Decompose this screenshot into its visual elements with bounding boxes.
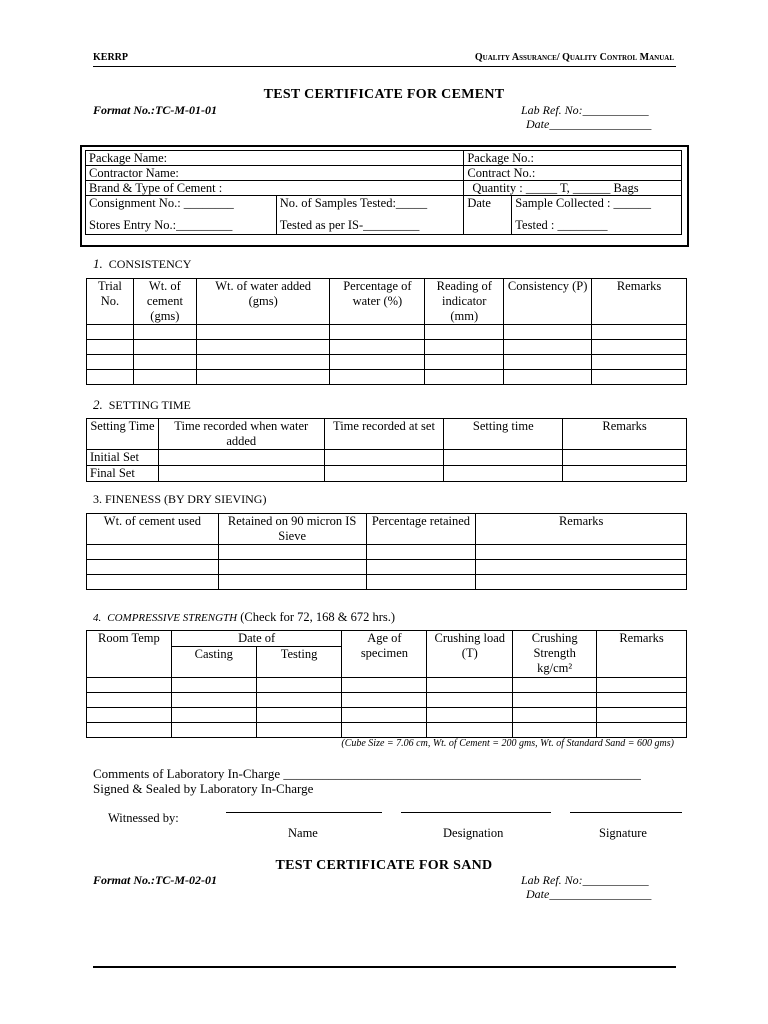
col-date-of: Date of <box>171 631 342 647</box>
cement-format-no: Format No.:TC-M-01-01 <box>93 103 217 117</box>
quantity-field[interactable]: Quantity : _____ T, ______ Bags <box>464 181 682 196</box>
table-row <box>87 325 687 340</box>
table-row <box>87 466 687 482</box>
consignment-cell[interactable] <box>86 196 277 235</box>
col-setting-time: Setting Time <box>87 419 159 450</box>
brand-field[interactable]: Brand & Type of Cement : <box>86 181 464 196</box>
table-row <box>87 370 687 385</box>
sand-date: Date_________________ <box>526 887 652 901</box>
col-crushing-strength: Crushing Strength kg/cm² <box>513 631 597 678</box>
package-name-field[interactable]: Package Name: <box>86 151 464 166</box>
cube-size-footnote: (Cube Size = 7.06 cm, Wt. of Cement = 200 gms, Wt. of Standard Sand = 600 gms) <box>341 738 674 749</box>
sample-cell[interactable] <box>512 196 682 235</box>
col-time-water-added: Time recorded when water added <box>158 419 324 450</box>
tested-as-per-field: Tested as per IS-_________ <box>279 218 420 232</box>
col-setting-time-result: Setting time <box>444 419 563 450</box>
table-row <box>87 575 687 590</box>
date-label: Date <box>464 196 512 235</box>
samples-tested-field: No. of Samples Tested:_____ <box>279 196 428 210</box>
compressive-heading <box>93 610 395 625</box>
signature-label: Signature <box>599 826 647 840</box>
info-table <box>85 150 682 235</box>
stores-entry-field: Stores Entry No.:_________ <box>89 218 233 232</box>
table-row <box>87 545 687 560</box>
fineness-heading: 3. FINENESS (BY DRY SIEVING) <box>93 492 267 506</box>
samples-cell[interactable] <box>276 196 464 235</box>
witnessed-label: Witnessed by: <box>108 811 179 825</box>
row-final-set: Final Set <box>87 466 159 482</box>
consistency-table <box>86 278 687 385</box>
bottom-rule <box>93 966 676 968</box>
compressive-number: 4. <box>93 612 102 624</box>
designation-signature-line[interactable] <box>401 812 551 813</box>
consistency-number: 1. <box>93 256 103 271</box>
compressive-strength-table <box>86 630 687 738</box>
comments-field[interactable]: Comments of Laboratory In-Charge _______________________________________________________ <box>93 766 641 781</box>
col-setting-remarks: Remarks <box>563 419 687 450</box>
col-wt-cement-used: Wt. of cement used <box>87 514 219 545</box>
col-wt-water: Wt. of water added (gms) <box>196 279 330 325</box>
col-fineness-remarks: Remarks <box>476 514 687 545</box>
col-remarks: Remarks <box>592 279 687 325</box>
cement-title: TEST CERTIFICATE FOR CEMENT <box>263 87 505 102</box>
table-row <box>87 723 687 738</box>
col-time-at-set: Time recorded at set <box>324 419 444 450</box>
name-signature-line[interactable] <box>226 812 382 813</box>
contract-no-field[interactable]: Contract No.: <box>464 166 682 181</box>
setting-title: SETTING TIME <box>108 398 191 412</box>
name-label: Name <box>288 826 318 840</box>
info-box <box>80 145 689 247</box>
table-row <box>87 450 687 466</box>
col-percentage-retained: Percentage retained <box>366 514 476 545</box>
page-header <box>93 52 676 67</box>
setting-time-table <box>86 418 687 482</box>
tested-field: Tested : ________ <box>515 218 608 232</box>
compressive-title: COMPRESSIVE STRENGTH <box>107 612 238 624</box>
table-row <box>87 340 687 355</box>
col-testing: Testing <box>256 647 342 678</box>
table-row <box>87 355 687 370</box>
col-consistency: Consistency (P) <box>504 279 592 325</box>
package-no-field[interactable]: Package No.: <box>464 151 682 166</box>
table-row <box>87 560 687 575</box>
fineness-table <box>86 513 687 590</box>
table-row <box>87 693 687 708</box>
signed-sealed-label: Signed & Sealed by Laboratory In-Charge <box>93 781 314 796</box>
signature-line[interactable] <box>570 812 682 813</box>
col-trial-no: Trial No. <box>87 279 134 325</box>
sample-collected-field: Sample Collected : ______ <box>515 196 652 210</box>
designation-label: Designation <box>443 826 504 840</box>
contractor-name-field[interactable]: Contractor Name: <box>86 166 464 181</box>
header-left: KERRP <box>93 52 128 63</box>
compressive-note: (Check for 72, 168 & 672 hrs.) <box>240 610 396 624</box>
table-row <box>87 678 687 693</box>
col-wt-cement: Wt. of cement (gms) <box>133 279 196 325</box>
col-age-specimen: Age of specimen <box>342 631 427 678</box>
cement-lab-ref: Lab Ref. No:___________ <box>521 103 649 117</box>
consistency-heading <box>93 256 191 272</box>
header-right: Quality Assurance/ Quality Control Manual <box>474 52 674 63</box>
sand-title: TEST CERTIFICATE FOR SAND <box>275 858 493 873</box>
consignment-field: Consignment No.: ________ <box>89 196 234 210</box>
col-casting: Casting <box>171 647 256 678</box>
cement-date: Date_________________ <box>526 117 652 131</box>
table-row <box>87 708 687 723</box>
setting-heading <box>93 397 191 413</box>
sand-format-no: Format No.:TC-M-02-01 <box>93 873 217 887</box>
setting-number: 2. <box>93 397 103 412</box>
consistency-title: CONSISTENCY <box>108 257 192 271</box>
col-compressive-remarks: Remarks <box>597 631 687 678</box>
sand-lab-ref: Lab Ref. No:___________ <box>521 873 649 887</box>
row-initial-set: Initial Set <box>87 450 159 466</box>
col-percentage-water: Percentage of water (%) <box>330 279 425 325</box>
col-crushing-load: Crushing load (T) <box>427 631 513 678</box>
col-retained-90-micron: Retained on 90 micron IS Sieve <box>218 514 366 545</box>
col-room-temp: Room Temp <box>87 631 172 678</box>
col-reading-indicator: Reading of indicator (mm) <box>425 279 504 325</box>
